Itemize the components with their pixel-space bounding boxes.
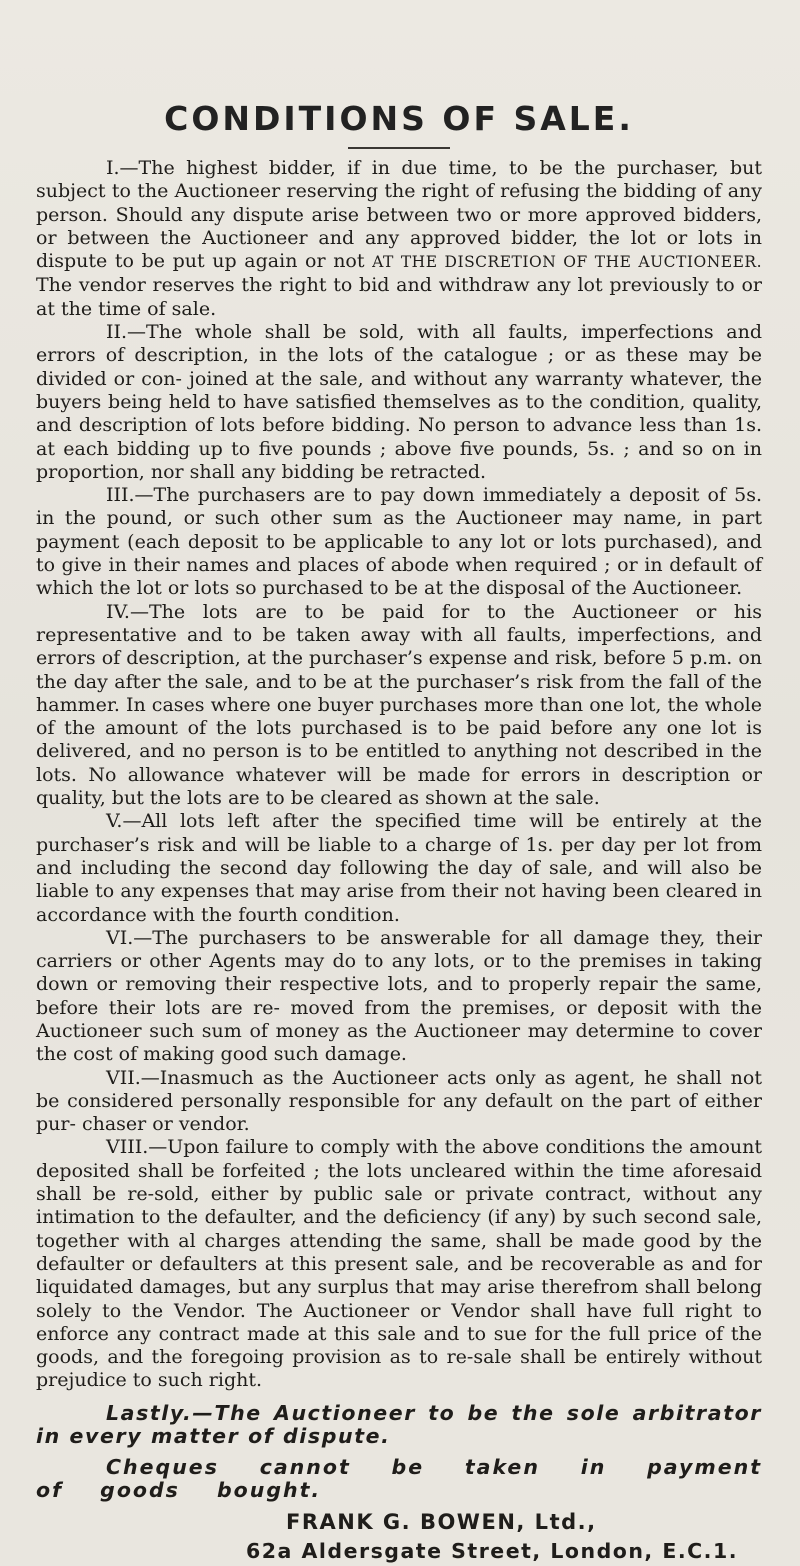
firm-name: FRANK G. BOWEN, Ltd., [286,1509,597,1534]
firm-address: 62a Aldersgate Street, London, E.C.1. [246,1538,739,1563]
page-title: CONDITIONS OF SALE. [164,99,634,138]
clause-3: III.—The purchasers are to pay down immediately a deposit of 5s. in the pound, or such other sum as the Auctioneer may name, in part payment (each deposit to be applicable to any lot or lots purchased), and to give in their names and places of abode when required ; or in default of which the lot or lots so purchased to be at the disposal of the Auctioneer. [36,484,762,600]
clause-1-text-b: The vendor reserves the right to bid and withdraw any lot previously to or at the time of sale. [36,274,762,320]
clause-4: IV.—The lots are to be paid for to the Auctioneer or his representative and to be taken away with all faults, imperfections, and errors of description, at the purchaser’s expense and risk, before 5 p.m. on the day after the sale, and to be at the purchaser’s risk from the fall of the hammer. In cases where one buyer purchases more than one lot, the whole of the amount of the lots purchased is to be paid before any one lot is delivered, and no person is to be entitled to anything not described in the lots. No allowance whatever will be made for errors in description or quality, but the lots are to be cleared as shown at the sale. [36,600,762,810]
clause-8: VIII.—Upon failure to comply with the above conditions the amount deposited shall be forfeited ; the lots uncleared within the time aforesaid shall be re-sold, either by public sale or private contract, without any intimation to the defaulter, and the deficiency (if any) by such second sale, together with al charges attending the same, shall be made good by the defaulter or defaulters at this present sale, and be recoverable as and for liquidated damages, but any surplus that may arise therefrom shall belong solely to the Vendor. The Auctioneer or Vendor shall have full right to enforce any contract made at this sale and to sue for the full price of the goods, and the foregoing provision as to re-sale shall be entirely without prejudice to such right. [36,1136,762,1392]
title-divider [348,147,450,149]
clause-1-caps: AT THE DISCRETION OF THE AUCTIONEER. [372,253,762,272]
clause-2: II.—The whole shall be sold, with all faults, imperfections and errors of description, in the lots of the catalogue ; or as these may be divided or con- joined at the sale, and without any warranty whatever, the buyers being held to have satisfied themselves as to the condition, quality, and description of lots before bidding. No person to advance less than 1s. at each bidding up to five pounds ; above five pounds, 5s. ; and so on in proportion, nor shall any bidding be retracted. [36,321,762,483]
clause-1-text-a: I.—The highest bidder, if in due time, to be the purchaser, but subject to the Auctioneer reserving the right of refusing the bidding of any person. Should any dispute arise between two or more approved bidders, or between the Auctioneer and any approved bidder, the lot or lots in dispute to be put up again or not [36,157,762,273]
cheques-notice: Cheques cannot be taken in payment of goods bought. [36,1454,762,1502]
clause-6: VI.—The purchasers to be answerable for all damage they, their carriers or other Agents may do to any lots, or to the premises in taking down or removing their respective lots, and to properly repair the same, before their lots are re- moved from the premises, or deposit with the Auctioneer such sum of money as the Auctioneer may determine to cover the cost of making good such damage. [36,926,762,1066]
clause-7: VII.—Inasmuch as the Auctioneer acts only as agent, he shall not be considered personally responsible for any default on the part of either pur- chaser or vendor. [36,1066,762,1136]
clause-1 [36,157,762,321]
lastly-statement: Lastly.—The Auctioneer to be the sole arbitrator in every matter of dispute. [36,1400,762,1448]
clause-5: V.—All lots left after the specified time will be entirely at the purchaser’s risk and will be liable to a charge of 1s. per day per lot from and including the second day following the day of sale, and will also be liable to any expenses that may arise from their not having been cleared in accordance with the fourth condition. [36,810,762,926]
